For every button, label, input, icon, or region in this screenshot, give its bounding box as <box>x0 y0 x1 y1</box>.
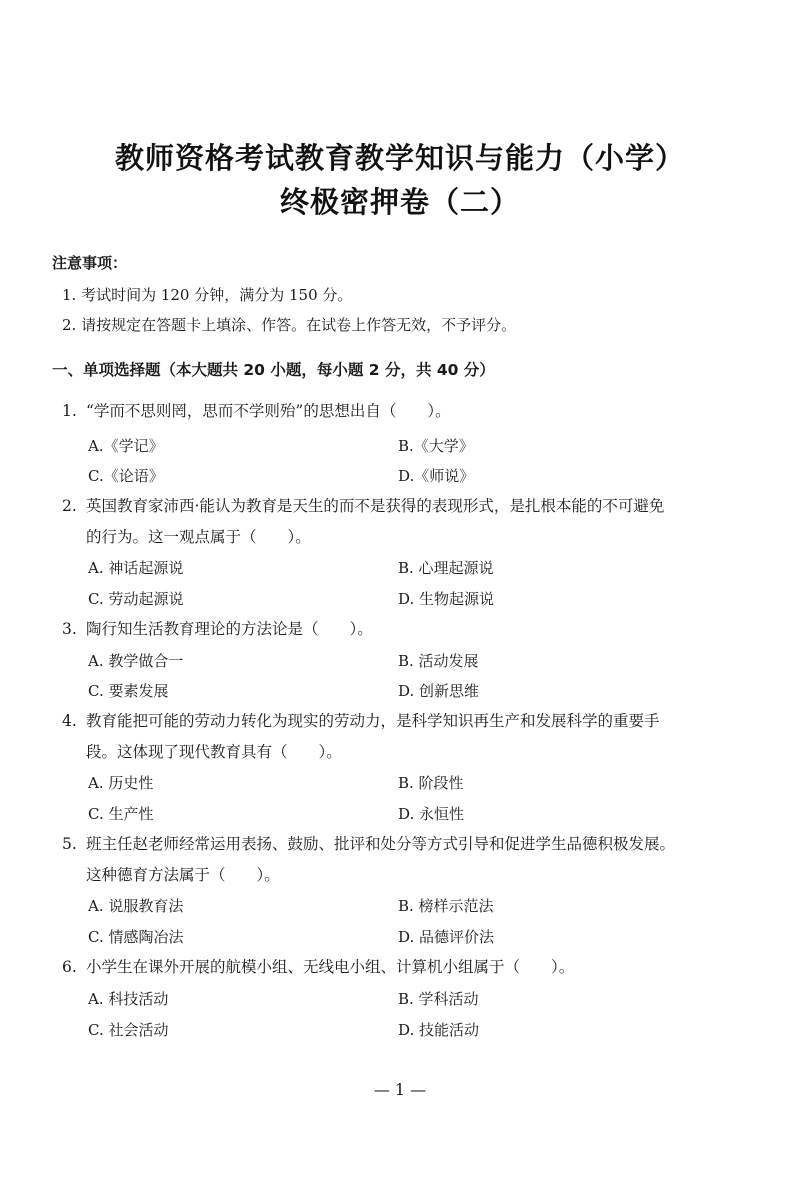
option-d: D. 生物起源说 <box>398 590 495 608</box>
option-d: D. 品德评价法 <box>398 928 495 946</box>
question-stem: 陶行知生活教育理论的方法论是（ ）。 <box>86 620 373 638</box>
notice-heading: 注意事项： <box>52 254 128 272</box>
option-a: A. 科技活动 <box>88 990 169 1008</box>
option-c: C.《论语》 <box>88 467 164 485</box>
question-stem: 小学生在课外开展的航模小组、无线电小组、计算机小组属于（ ）。 <box>86 958 575 976</box>
section-heading: 一、单项选择题（本大题共 20 小题，每小题 2 分，共 40 分） <box>52 361 495 379</box>
question-stem-continued: 段。这体现了现代教育具有（ ）。 <box>86 743 342 761</box>
option-c: C. 社会活动 <box>88 1021 169 1039</box>
exam-title-line1: 教师资格考试教育教学知识与能力（小学） <box>114 141 685 175</box>
question-stem: 教育能把可能的劳动力转化为现实的劳动力，是科学知识再生产和发展科学的重要手 <box>86 712 660 730</box>
question-4 <box>62 706 730 768</box>
question-stem-continued: 的行为。这一观点属于（ ）。 <box>86 528 311 546</box>
option-a: A. 说服教育法 <box>88 897 184 915</box>
question-number: 6. <box>62 958 77 976</box>
option-c: C. 情感陶冶法 <box>88 928 184 946</box>
question-3 <box>62 614 730 645</box>
option-b: B. 阶段性 <box>398 774 464 792</box>
question-number: 1. <box>62 402 77 420</box>
question-6 <box>62 952 730 983</box>
option-c: C. 劳动起源说 <box>88 590 184 608</box>
option-d: D. 创新思维 <box>398 682 480 700</box>
option-d: D. 技能活动 <box>398 1021 480 1039</box>
option-b: B. 活动发展 <box>398 652 479 670</box>
notice-item: 1. 考试时间为 120 分钟，满分为 150 分。 <box>62 286 353 304</box>
option-c: C. 要素发展 <box>88 682 169 700</box>
question-stem: 班主任赵老师经常运用表扬、鼓励、批评和处分等方式引导和促进学生品德积极发展。 <box>86 835 676 853</box>
question-number: 4. <box>62 712 77 730</box>
option-a: A. 神话起源说 <box>88 559 184 577</box>
question-number: 5. <box>62 835 77 853</box>
option-a: A. 教学做合一 <box>88 652 184 670</box>
option-a: A. 历史性 <box>88 774 154 792</box>
question-number: 3. <box>62 620 77 638</box>
question-stem-continued: 这种德育方法属于（ ）。 <box>86 866 280 884</box>
option-a: A.《学记》 <box>88 437 164 455</box>
question-2 <box>62 491 730 553</box>
option-c: C. 生产性 <box>88 805 154 823</box>
question-number: 2. <box>62 497 77 515</box>
question-stem: 英国教育家沛西·能认为教育是天生的而不是获得的表现形式，是扎根本能的不可避免 <box>86 497 665 515</box>
option-d: D.《师说》 <box>398 467 475 485</box>
question-1 <box>62 396 730 427</box>
question-stem: “学而不思则罔，思而不学则殆”的思想出自（ ）。 <box>86 402 451 420</box>
option-b: B. 榜样示范法 <box>398 897 494 915</box>
option-b: B. 心理起源说 <box>398 559 494 577</box>
question-5 <box>62 829 730 891</box>
page-number: — 1 — <box>373 1080 427 1099</box>
option-d: D. 永恒性 <box>398 805 465 823</box>
exam-title-line2: 终极密押卷（二） <box>279 185 520 219</box>
option-b: B. 学科活动 <box>398 990 479 1008</box>
option-b: B.《大学》 <box>398 437 474 455</box>
notice-item: 2. 请按规定在答题卡上填涂、作答。在试卷上作答无效，不予评分。 <box>62 316 517 334</box>
